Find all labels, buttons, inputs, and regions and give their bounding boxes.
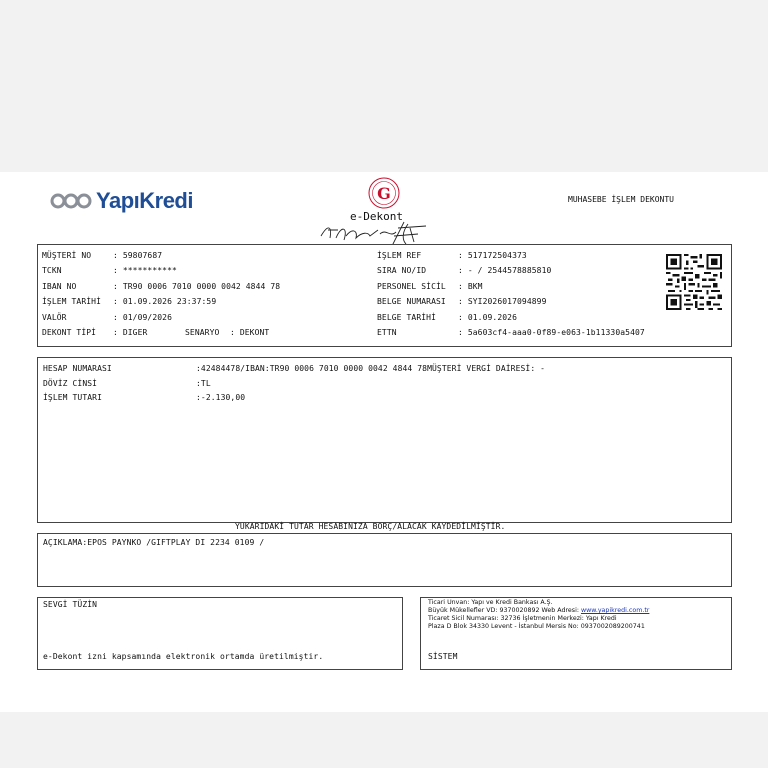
bank-legal-info: [428, 599, 649, 631]
document-title: MUHASEBE İŞLEM DEKONTU: [568, 195, 674, 204]
description-text: AÇIKLAMA:EPOS PAYNKO /GIFTPLAY DI 2234 0109 /: [43, 538, 265, 547]
field-label-personnel: PERSONEL SİCİL: [377, 282, 446, 291]
field-value-transaction-ref: : 517172504373: [458, 251, 527, 260]
field-label-senaryo: SENARYO: [185, 328, 220, 337]
e-dekont-notice: e-Dekont izni kapsamında elektronik ortamda üretilmiştir.: [43, 652, 324, 661]
bank-trade-name: Ticari Unvan: Yapı ve Kredi Bankası A.Ş.: [428, 599, 553, 606]
account-label-number: HESAP NUMARASI: [43, 364, 112, 373]
field-label-document-date: BELGE TARİHİ: [377, 313, 436, 322]
field-value-document-no: : SYI2026017094899: [458, 297, 547, 306]
bank-website-link[interactable]: www.yapikredi.com.tr: [580, 607, 650, 614]
svg-text:G: G: [377, 184, 391, 203]
field-value-tckn: : ***********: [113, 266, 177, 275]
account-label-amount: İŞLEM TUTARI: [43, 393, 102, 402]
field-value-dekont-type: : DIGER: [113, 328, 148, 337]
qr-code-icon: [666, 254, 722, 310]
field-value-sequence-no: : - / 2544578885810: [458, 266, 552, 275]
field-value-document-date: : 01.09.2026: [458, 313, 517, 322]
signature-icon: [318, 218, 430, 246]
field-label-transaction-ref: İŞLEM REF: [377, 251, 422, 260]
debit-credit-banner: YUKARIDAKİ TUTAR HESABINIZA BORÇ/ALACAK KAYDEDİLMİŞTİR.: [235, 522, 506, 531]
field-label-tckn: TCKN: [42, 266, 62, 275]
field-label-customer-no: MÜŞTERİ NO: [42, 251, 92, 260]
account-label-currency: DÖVİZ CİNSİ: [43, 379, 98, 388]
bank-seal-icon: [368, 177, 400, 209]
field-label-valor: VALÖR: [42, 313, 67, 322]
yapikredi-logo-icon: [50, 191, 92, 211]
customer-name: SEVGİ TÜZİN: [43, 600, 98, 609]
field-label-sequence-no: SIRA NO/ID: [377, 266, 427, 275]
field-label-ettn: ETTN: [377, 328, 397, 337]
brand-name: YapıKredi: [96, 188, 193, 213]
bank-address-line: Plaza D Blok 34330 Levent - İstanbul Mersis No: 0937002089200741: [428, 623, 645, 630]
account-value-number: :42484478/IBAN:TR90 0006 7010 0000 0042 4844 78MÜŞTERİ VERGİ DAİRESİ: -: [196, 364, 546, 373]
account-value-currency: :TL: [196, 379, 211, 388]
field-value-customer-no: : 59807687: [113, 251, 163, 260]
doc-type-label: e-Dekont: [350, 210, 403, 223]
field-value-valor: : 01/09/2026: [113, 313, 172, 322]
account-details-panel: [37, 357, 732, 523]
bank-tax-office: Büyük Mükellefler VD: 9370020892 Web Adresi:: [428, 607, 581, 614]
bank-registry-line: Ticaret Sicil Numarası: 32736 İşletmenin Merkezi: Yapı Kredi: [428, 615, 617, 622]
system-label: SİSTEM: [428, 652, 458, 661]
bank-tax-line: [428, 607, 649, 615]
field-label-document-no: BELGE NUMARASI: [377, 297, 446, 306]
yapikredi-logo: [50, 186, 193, 216]
field-value-ettn: : 5a603cf4-aaa0-0f89-e063-1b11330a5407: [458, 328, 645, 337]
field-value-transaction-date: : 01.09.2026 23:37:59: [113, 297, 217, 306]
field-value-senaryo: : DEKONT: [230, 328, 270, 337]
field-label-dekont-type: DEKONT TİPİ: [42, 328, 97, 337]
field-label-transaction-date: İŞLEM TARİHİ: [42, 297, 101, 306]
field-value-personnel: : BKM: [458, 282, 483, 291]
field-label-iban: IBAN NO: [42, 282, 77, 291]
field-value-iban: : TR90 0006 7010 0000 0042 4844 78: [113, 282, 281, 291]
account-value-amount: :-2.130,00: [196, 393, 246, 402]
